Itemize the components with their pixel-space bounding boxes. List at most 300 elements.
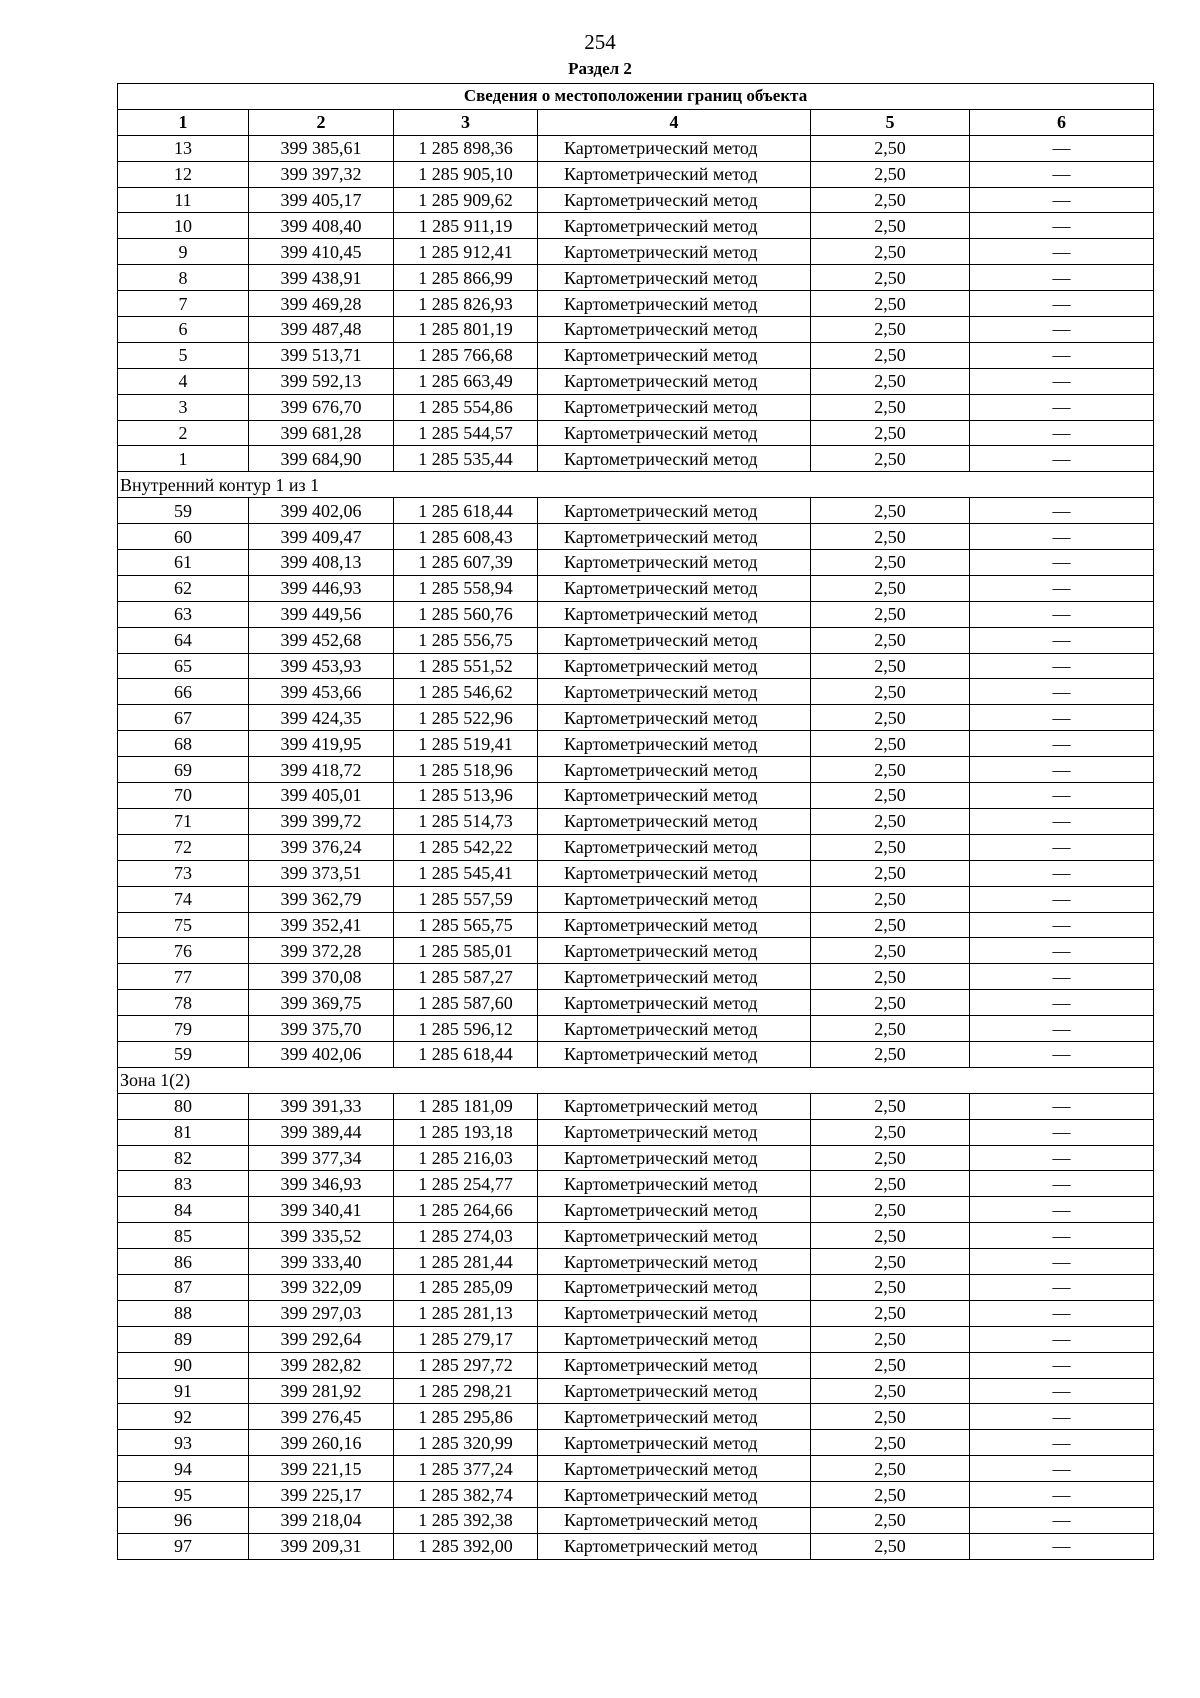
table-row bbox=[118, 1326, 1154, 1352]
point-number: 61 bbox=[118, 550, 249, 576]
accuracy-cell: 2,50 bbox=[811, 1430, 970, 1456]
accuracy-cell: 2,50 bbox=[811, 1482, 970, 1508]
coordinate-x: 399 322,09 bbox=[249, 1274, 394, 1300]
accuracy-cell: 2,50 bbox=[811, 1326, 970, 1352]
coordinate-y: 1 285 618,44 bbox=[394, 498, 538, 524]
accuracy-cell: 2,50 bbox=[811, 1533, 970, 1559]
table-row bbox=[118, 601, 1154, 627]
method-cell: Картометрический метод bbox=[538, 627, 811, 653]
coordinate-x: 399 402,06 bbox=[249, 1041, 394, 1067]
note-cell: — bbox=[970, 1093, 1154, 1119]
method-cell: Картометрический метод bbox=[538, 1326, 811, 1352]
point-number: 66 bbox=[118, 679, 249, 705]
coordinate-y: 1 285 285,09 bbox=[394, 1274, 538, 1300]
point-number: 70 bbox=[118, 783, 249, 809]
method-cell: Картометрический метод bbox=[538, 1352, 811, 1378]
accuracy-cell: 2,50 bbox=[811, 213, 970, 239]
coordinate-x: 399 418,72 bbox=[249, 757, 394, 783]
accuracy-cell: 2,50 bbox=[811, 550, 970, 576]
coordinate-x: 399 469,28 bbox=[249, 291, 394, 317]
coordinate-x: 399 375,70 bbox=[249, 1016, 394, 1042]
accuracy-cell: 2,50 bbox=[811, 1145, 970, 1171]
table-row bbox=[118, 964, 1154, 990]
point-number: 63 bbox=[118, 601, 249, 627]
coordinate-x: 399 370,08 bbox=[249, 964, 394, 990]
note-cell: — bbox=[970, 886, 1154, 912]
accuracy-cell: 2,50 bbox=[811, 1378, 970, 1404]
method-cell: Картометрический метод bbox=[538, 550, 811, 576]
accuracy-cell: 2,50 bbox=[811, 1352, 970, 1378]
note-cell: — bbox=[970, 1456, 1154, 1482]
coordinate-y: 1 285 297,72 bbox=[394, 1352, 538, 1378]
table-row bbox=[118, 1404, 1154, 1430]
accuracy-cell: 2,50 bbox=[811, 1171, 970, 1197]
point-number: 59 bbox=[118, 1041, 249, 1067]
method-cell: Картометрический метод bbox=[538, 679, 811, 705]
coordinate-y: 1 285 519,41 bbox=[394, 731, 538, 757]
method-cell: Картометрический метод bbox=[538, 1197, 811, 1223]
table-row bbox=[118, 420, 1154, 446]
note-cell: — bbox=[970, 834, 1154, 860]
section-title: Раздел 2 bbox=[568, 59, 632, 78]
coordinate-x: 399 424,35 bbox=[249, 705, 394, 731]
accuracy-cell: 2,50 bbox=[811, 1197, 970, 1223]
point-number: 7 bbox=[118, 291, 249, 317]
coordinate-y: 1 285 298,21 bbox=[394, 1378, 538, 1404]
point-number: 83 bbox=[118, 1171, 249, 1197]
point-number: 2 bbox=[118, 420, 249, 446]
coordinate-x: 399 399,72 bbox=[249, 808, 394, 834]
point-number: 73 bbox=[118, 860, 249, 886]
point-number: 11 bbox=[118, 187, 249, 213]
point-number: 1 bbox=[118, 446, 249, 472]
note-cell: — bbox=[970, 1352, 1154, 1378]
coordinate-x: 399 408,13 bbox=[249, 550, 394, 576]
coordinate-x: 399 218,04 bbox=[249, 1507, 394, 1533]
point-number: 76 bbox=[118, 938, 249, 964]
point-number: 88 bbox=[118, 1300, 249, 1326]
coordinate-x: 399 438,91 bbox=[249, 265, 394, 291]
table-row bbox=[118, 860, 1154, 886]
coordinate-y: 1 285 181,09 bbox=[394, 1093, 538, 1119]
point-number: 5 bbox=[118, 342, 249, 368]
table-row bbox=[118, 187, 1154, 213]
method-cell: Картометрический метод bbox=[538, 990, 811, 1016]
note-cell: — bbox=[970, 938, 1154, 964]
coordinate-x: 399 352,41 bbox=[249, 912, 394, 938]
note-cell: — bbox=[970, 1041, 1154, 1067]
accuracy-cell: 2,50 bbox=[811, 317, 970, 343]
note-cell: — bbox=[970, 239, 1154, 265]
note-cell: — bbox=[970, 265, 1154, 291]
table-row bbox=[118, 498, 1154, 524]
coordinate-x: 399 397,32 bbox=[249, 161, 394, 187]
note-cell: — bbox=[970, 990, 1154, 1016]
contour-label-row bbox=[118, 472, 1154, 498]
table-row bbox=[118, 731, 1154, 757]
coordinate-y: 1 285 377,24 bbox=[394, 1456, 538, 1482]
coordinate-y: 1 285 320,99 bbox=[394, 1430, 538, 1456]
method-cell: Картометрический метод bbox=[538, 1482, 811, 1508]
point-number: 84 bbox=[118, 1197, 249, 1223]
point-number: 82 bbox=[118, 1145, 249, 1171]
note-cell: — bbox=[970, 912, 1154, 938]
accuracy-cell: 2,50 bbox=[811, 239, 970, 265]
coordinate-x: 399 408,40 bbox=[249, 213, 394, 239]
coordinate-x: 399 292,64 bbox=[249, 1326, 394, 1352]
point-number: 86 bbox=[118, 1249, 249, 1275]
note-cell: — bbox=[970, 135, 1154, 161]
method-cell: Картометрический метод bbox=[538, 446, 811, 472]
coordinate-x: 399 389,44 bbox=[249, 1119, 394, 1145]
coordinate-x: 399 409,47 bbox=[249, 524, 394, 550]
method-cell: Картометрический метод bbox=[538, 524, 811, 550]
coordinate-x: 399 684,90 bbox=[249, 446, 394, 472]
point-number: 79 bbox=[118, 1016, 249, 1042]
method-cell: Картометрический метод bbox=[538, 731, 811, 757]
point-number: 4 bbox=[118, 368, 249, 394]
table-row bbox=[118, 1093, 1154, 1119]
point-number: 80 bbox=[118, 1093, 249, 1119]
note-cell: — bbox=[970, 757, 1154, 783]
coordinate-y: 1 285 608,43 bbox=[394, 524, 538, 550]
point-number: 75 bbox=[118, 912, 249, 938]
contour-label-row bbox=[118, 1067, 1154, 1093]
method-cell: Картометрический метод bbox=[538, 938, 811, 964]
coordinate-y: 1 285 535,44 bbox=[394, 446, 538, 472]
method-cell: Картометрический метод bbox=[538, 420, 811, 446]
column-header: 5 bbox=[811, 109, 970, 135]
note-cell: — bbox=[970, 446, 1154, 472]
accuracy-cell: 2,50 bbox=[811, 161, 970, 187]
accuracy-cell: 2,50 bbox=[811, 860, 970, 886]
coordinate-x: 399 340,41 bbox=[249, 1197, 394, 1223]
note-cell: — bbox=[970, 161, 1154, 187]
coordinate-y: 1 285 618,44 bbox=[394, 1041, 538, 1067]
coordinate-x: 399 377,34 bbox=[249, 1145, 394, 1171]
point-number: 77 bbox=[118, 964, 249, 990]
point-number: 87 bbox=[118, 1274, 249, 1300]
coordinate-y: 1 285 551,52 bbox=[394, 653, 538, 679]
accuracy-cell: 2,50 bbox=[811, 912, 970, 938]
method-cell: Картометрический метод bbox=[538, 705, 811, 731]
table-row bbox=[118, 1300, 1154, 1326]
coordinate-y: 1 285 596,12 bbox=[394, 1016, 538, 1042]
accuracy-cell: 2,50 bbox=[811, 731, 970, 757]
coordinate-x: 399 282,82 bbox=[249, 1352, 394, 1378]
boundary-coordinates-table bbox=[117, 83, 1154, 1560]
note-cell: — bbox=[970, 213, 1154, 239]
column-header: 2 bbox=[249, 109, 394, 135]
column-header-row bbox=[118, 109, 1154, 135]
accuracy-cell: 2,50 bbox=[811, 420, 970, 446]
coordinate-x: 399 369,75 bbox=[249, 990, 394, 1016]
table-row bbox=[118, 135, 1154, 161]
method-cell: Картометрический метод bbox=[538, 1093, 811, 1119]
table-row bbox=[118, 342, 1154, 368]
note-cell: — bbox=[970, 187, 1154, 213]
coordinate-y: 1 285 274,03 bbox=[394, 1223, 538, 1249]
table-row bbox=[118, 524, 1154, 550]
method-cell: Картометрический метод bbox=[538, 1249, 811, 1275]
contour-label: Зона 1(2) bbox=[118, 1067, 1154, 1093]
coordinate-x: 399 276,45 bbox=[249, 1404, 394, 1430]
table-title-row bbox=[118, 84, 1154, 110]
table-row bbox=[118, 1197, 1154, 1223]
note-cell: — bbox=[970, 317, 1154, 343]
accuracy-cell: 2,50 bbox=[811, 653, 970, 679]
note-cell: — bbox=[970, 575, 1154, 601]
point-number: 91 bbox=[118, 1378, 249, 1404]
point-number: 74 bbox=[118, 886, 249, 912]
method-cell: Картометрический метод bbox=[538, 291, 811, 317]
accuracy-cell: 2,50 bbox=[811, 601, 970, 627]
accuracy-cell: 2,50 bbox=[811, 342, 970, 368]
coordinate-y: 1 285 585,01 bbox=[394, 938, 538, 964]
coordinate-y: 1 285 912,41 bbox=[394, 239, 538, 265]
note-cell: — bbox=[970, 783, 1154, 809]
method-cell: Картометрический метод bbox=[538, 1404, 811, 1430]
method-cell: Картометрический метод bbox=[538, 1171, 811, 1197]
coordinate-y: 1 285 565,75 bbox=[394, 912, 538, 938]
note-cell: — bbox=[970, 1507, 1154, 1533]
method-cell: Картометрический метод bbox=[538, 498, 811, 524]
coordinate-x: 399 385,61 bbox=[249, 135, 394, 161]
point-number: 3 bbox=[118, 394, 249, 420]
coordinate-y: 1 285 295,86 bbox=[394, 1404, 538, 1430]
point-number: 12 bbox=[118, 161, 249, 187]
method-cell: Картометрический метод bbox=[538, 1456, 811, 1482]
note-cell: — bbox=[970, 1171, 1154, 1197]
point-number: 90 bbox=[118, 1352, 249, 1378]
method-cell: Картометрический метод bbox=[538, 213, 811, 239]
accuracy-cell: 2,50 bbox=[811, 1249, 970, 1275]
coordinate-y: 1 285 518,96 bbox=[394, 757, 538, 783]
method-cell: Картометрический метод bbox=[538, 575, 811, 601]
point-number: 8 bbox=[118, 265, 249, 291]
coordinate-x: 399 260,16 bbox=[249, 1430, 394, 1456]
accuracy-cell: 2,50 bbox=[811, 834, 970, 860]
coordinate-y: 1 285 607,39 bbox=[394, 550, 538, 576]
method-cell: Картометрический метод bbox=[538, 1145, 811, 1171]
coordinate-y: 1 285 826,93 bbox=[394, 291, 538, 317]
accuracy-cell: 2,50 bbox=[811, 783, 970, 809]
method-cell: Картометрический метод bbox=[538, 187, 811, 213]
table-row bbox=[118, 1171, 1154, 1197]
table-row bbox=[118, 1378, 1154, 1404]
note-cell: — bbox=[970, 368, 1154, 394]
note-cell: — bbox=[970, 1404, 1154, 1430]
coordinate-y: 1 285 663,49 bbox=[394, 368, 538, 394]
method-cell: Картометрический метод bbox=[538, 653, 811, 679]
note-cell: — bbox=[970, 964, 1154, 990]
method-cell: Картометрический метод bbox=[538, 1274, 811, 1300]
coordinate-y: 1 285 911,19 bbox=[394, 213, 538, 239]
point-number: 9 bbox=[118, 239, 249, 265]
method-cell: Картометрический метод bbox=[538, 808, 811, 834]
method-cell: Картометрический метод bbox=[538, 1223, 811, 1249]
coordinate-y: 1 285 281,44 bbox=[394, 1249, 538, 1275]
table-row bbox=[118, 1533, 1154, 1559]
coordinate-y: 1 285 279,17 bbox=[394, 1326, 538, 1352]
coordinate-x: 399 676,70 bbox=[249, 394, 394, 420]
note-cell: — bbox=[970, 420, 1154, 446]
table-row bbox=[118, 990, 1154, 1016]
method-cell: Картометрический метод bbox=[538, 757, 811, 783]
coordinate-y: 1 285 557,59 bbox=[394, 886, 538, 912]
coordinate-x: 399 391,33 bbox=[249, 1093, 394, 1119]
method-cell: Картометрический метод bbox=[538, 342, 811, 368]
page-number: 254 bbox=[584, 30, 616, 54]
coordinate-x: 399 221,15 bbox=[249, 1456, 394, 1482]
accuracy-cell: 2,50 bbox=[811, 135, 970, 161]
accuracy-cell: 2,50 bbox=[811, 524, 970, 550]
table-row bbox=[118, 627, 1154, 653]
coordinate-x: 399 453,93 bbox=[249, 653, 394, 679]
coordinate-y: 1 285 544,57 bbox=[394, 420, 538, 446]
note-cell: — bbox=[970, 1249, 1154, 1275]
accuracy-cell: 2,50 bbox=[811, 1041, 970, 1067]
coordinate-y: 1 285 556,75 bbox=[394, 627, 538, 653]
note-cell: — bbox=[970, 1197, 1154, 1223]
column-header: 3 bbox=[394, 109, 538, 135]
table-row bbox=[118, 394, 1154, 420]
coordinate-x: 399 373,51 bbox=[249, 860, 394, 886]
point-number: 59 bbox=[118, 498, 249, 524]
coordinate-x: 399 225,17 bbox=[249, 1482, 394, 1508]
table-row bbox=[118, 161, 1154, 187]
point-number: 89 bbox=[118, 1326, 249, 1352]
table-row bbox=[118, 783, 1154, 809]
method-cell: Картометрический метод bbox=[538, 1016, 811, 1042]
table-row bbox=[118, 1274, 1154, 1300]
table-row bbox=[118, 317, 1154, 343]
accuracy-cell: 2,50 bbox=[811, 1016, 970, 1042]
method-cell: Картометрический метод bbox=[538, 1533, 811, 1559]
coordinate-y: 1 285 522,96 bbox=[394, 705, 538, 731]
table-row bbox=[118, 1482, 1154, 1508]
note-cell: — bbox=[970, 1274, 1154, 1300]
accuracy-cell: 2,50 bbox=[811, 498, 970, 524]
note-cell: — bbox=[970, 1145, 1154, 1171]
coordinate-x: 399 681,28 bbox=[249, 420, 394, 446]
coordinate-y: 1 285 392,00 bbox=[394, 1533, 538, 1559]
table-row bbox=[118, 1223, 1154, 1249]
method-cell: Картометрический метод bbox=[538, 834, 811, 860]
coordinate-y: 1 285 514,73 bbox=[394, 808, 538, 834]
method-cell: Картометрический метод bbox=[538, 161, 811, 187]
point-number: 78 bbox=[118, 990, 249, 1016]
method-cell: Картометрический метод bbox=[538, 1119, 811, 1145]
accuracy-cell: 2,50 bbox=[811, 679, 970, 705]
accuracy-cell: 2,50 bbox=[811, 291, 970, 317]
table-row bbox=[118, 1041, 1154, 1067]
method-cell: Картометрический метод bbox=[538, 783, 811, 809]
accuracy-cell: 2,50 bbox=[811, 1223, 970, 1249]
contour-label: Внутренний контур 1 из 1 bbox=[118, 472, 1154, 498]
note-cell: — bbox=[970, 679, 1154, 705]
table-row bbox=[118, 1016, 1154, 1042]
point-number: 85 bbox=[118, 1223, 249, 1249]
method-cell: Картометрический метод bbox=[538, 1507, 811, 1533]
accuracy-cell: 2,50 bbox=[811, 808, 970, 834]
coordinate-x: 399 376,24 bbox=[249, 834, 394, 860]
point-number: 97 bbox=[118, 1533, 249, 1559]
table-row bbox=[118, 1352, 1154, 1378]
point-number: 96 bbox=[118, 1507, 249, 1533]
table-row bbox=[118, 1145, 1154, 1171]
note-cell: — bbox=[970, 498, 1154, 524]
note-cell: — bbox=[970, 394, 1154, 420]
note-cell: — bbox=[970, 860, 1154, 886]
note-cell: — bbox=[970, 705, 1154, 731]
point-number: 65 bbox=[118, 653, 249, 679]
accuracy-cell: 2,50 bbox=[811, 368, 970, 394]
table-row bbox=[118, 575, 1154, 601]
table-row bbox=[118, 705, 1154, 731]
accuracy-cell: 2,50 bbox=[811, 187, 970, 213]
note-cell: — bbox=[970, 1533, 1154, 1559]
table-row bbox=[118, 213, 1154, 239]
point-number: 69 bbox=[118, 757, 249, 783]
coordinate-y: 1 285 254,77 bbox=[394, 1171, 538, 1197]
coordinate-x: 399 333,40 bbox=[249, 1249, 394, 1275]
table-row bbox=[118, 1507, 1154, 1533]
coordinate-y: 1 285 513,96 bbox=[394, 783, 538, 809]
table-row bbox=[118, 1456, 1154, 1482]
accuracy-cell: 2,50 bbox=[811, 1093, 970, 1119]
accuracy-cell: 2,50 bbox=[811, 265, 970, 291]
method-cell: Картометрический метод bbox=[538, 1300, 811, 1326]
note-cell: — bbox=[970, 1300, 1154, 1326]
table-row bbox=[118, 265, 1154, 291]
point-number: 92 bbox=[118, 1404, 249, 1430]
method-cell: Картометрический метод bbox=[538, 317, 811, 343]
table-row bbox=[118, 757, 1154, 783]
coordinate-x: 399 209,31 bbox=[249, 1533, 394, 1559]
coordinate-x: 399 446,93 bbox=[249, 575, 394, 601]
accuracy-cell: 2,50 bbox=[811, 964, 970, 990]
table-row bbox=[118, 1119, 1154, 1145]
note-cell: — bbox=[970, 653, 1154, 679]
coordinate-y: 1 285 546,62 bbox=[394, 679, 538, 705]
coordinate-y: 1 285 801,19 bbox=[394, 317, 538, 343]
point-number: 93 bbox=[118, 1430, 249, 1456]
coordinate-x: 399 449,56 bbox=[249, 601, 394, 627]
coordinate-y: 1 285 382,74 bbox=[394, 1482, 538, 1508]
coordinate-y: 1 285 542,22 bbox=[394, 834, 538, 860]
point-number: 81 bbox=[118, 1119, 249, 1145]
column-header: 1 bbox=[118, 109, 249, 135]
accuracy-cell: 2,50 bbox=[811, 1404, 970, 1430]
coordinate-y: 1 285 193,18 bbox=[394, 1119, 538, 1145]
column-header: 6 bbox=[970, 109, 1154, 135]
point-number: 6 bbox=[118, 317, 249, 343]
coordinate-x: 399 346,93 bbox=[249, 1171, 394, 1197]
coordinate-y: 1 285 545,41 bbox=[394, 860, 538, 886]
note-cell: — bbox=[970, 1430, 1154, 1456]
point-number: 71 bbox=[118, 808, 249, 834]
method-cell: Картометрический метод bbox=[538, 601, 811, 627]
accuracy-cell: 2,50 bbox=[811, 938, 970, 964]
coordinate-x: 399 362,79 bbox=[249, 886, 394, 912]
coordinate-y: 1 285 898,36 bbox=[394, 135, 538, 161]
coordinate-x: 399 452,68 bbox=[249, 627, 394, 653]
accuracy-cell: 2,50 bbox=[811, 446, 970, 472]
method-cell: Картометрический метод bbox=[538, 860, 811, 886]
note-cell: — bbox=[970, 1119, 1154, 1145]
table-row bbox=[118, 808, 1154, 834]
